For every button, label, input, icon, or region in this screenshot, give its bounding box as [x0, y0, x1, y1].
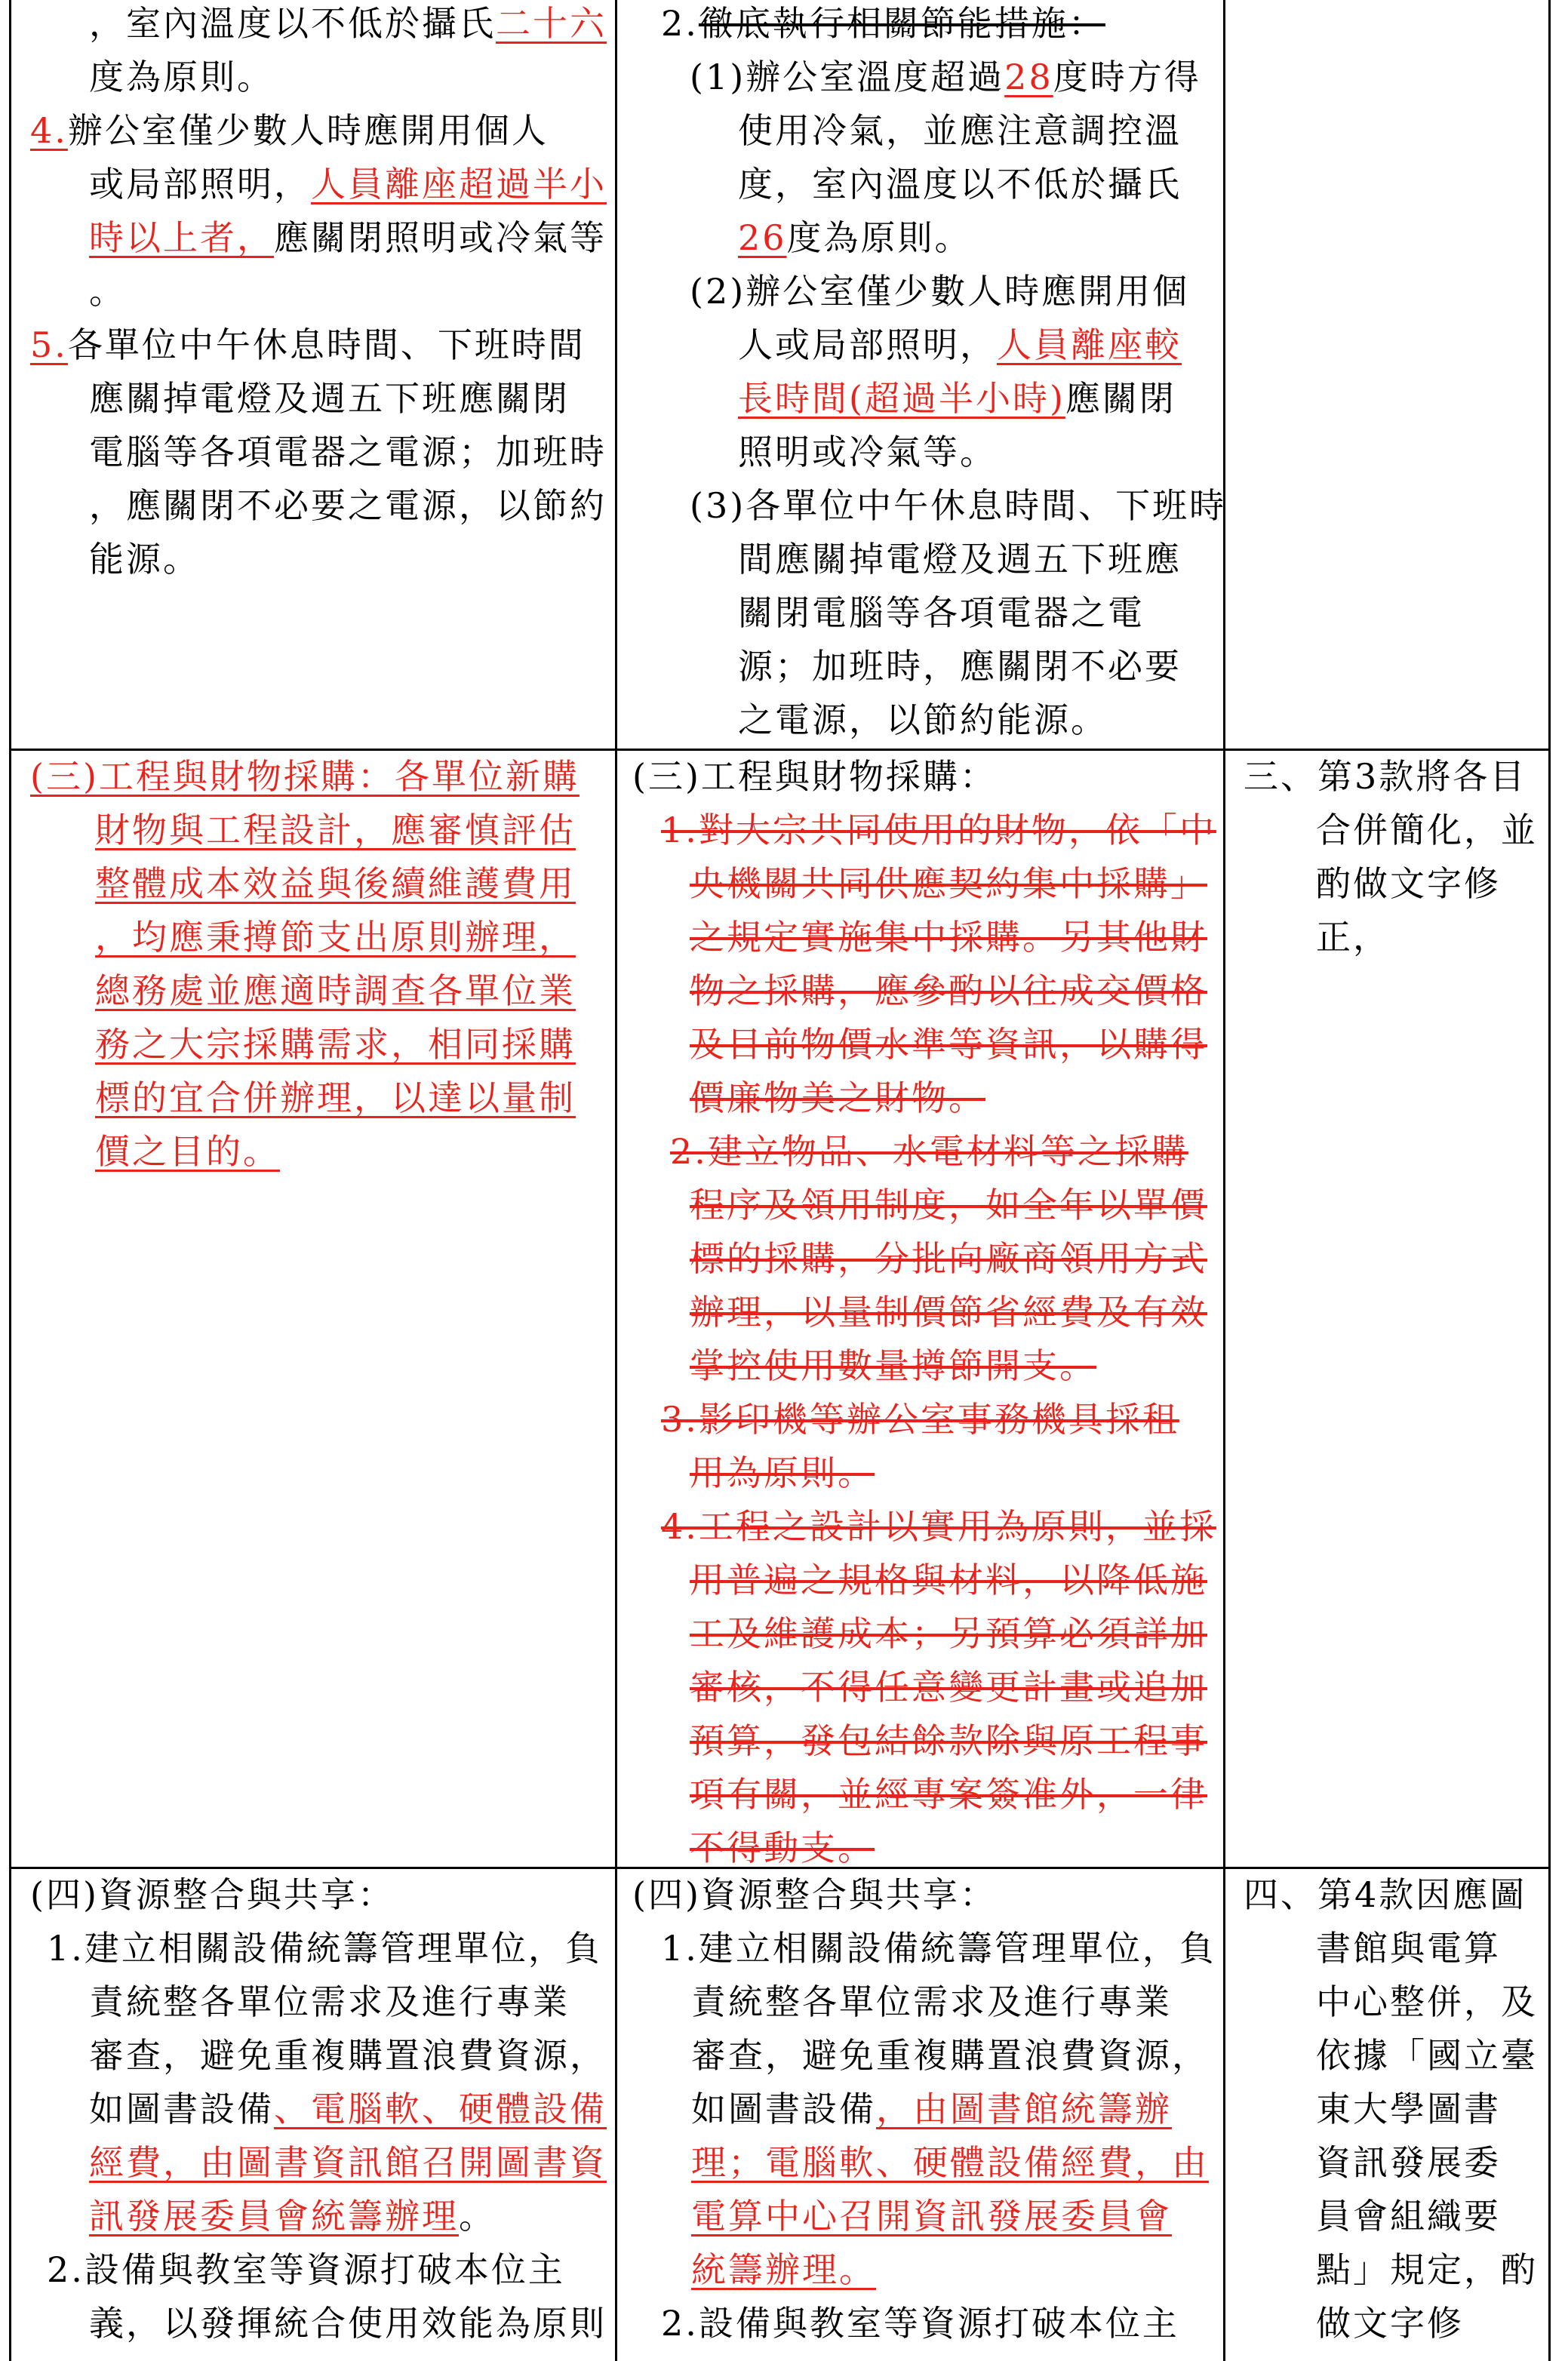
text-line: 審查，避免重複購置浪費資源，: [691, 2035, 1209, 2076]
text-line: 度為原則。: [786, 217, 972, 258]
item-number: 2.: [661, 2303, 699, 2344]
right-row3-note: [1244, 1868, 1538, 2350]
left-row2-text: [30, 750, 580, 1179]
deleted-text: 預算，發包結餘款除與原工程事: [690, 1720, 1207, 1761]
item-number: (2): [690, 271, 746, 312]
item-number: 1.: [661, 1928, 699, 1969]
note-line: 依據「國立臺: [1316, 2035, 1538, 2076]
text-line: 電腦等各項電器之電源；加班時: [89, 432, 607, 472]
item-number: 2.: [47, 2249, 85, 2290]
text-line: 源；加班時，應關閉不必要: [738, 646, 1182, 687]
text-line: 建立相關設備統籌管理單位，負: [84, 1928, 602, 1969]
deleted-text: 價廉物美之財物。: [690, 1078, 985, 1118]
deleted-text: 不得動支。: [690, 1828, 875, 1868]
text-line: 各單位中午休息時間、下班時間: [67, 324, 586, 365]
deleted-text: 用為原則。: [690, 1453, 875, 1493]
red-insertion: 28: [1004, 57, 1053, 97]
text-line: 度，室內溫度以不低於攝氏: [738, 164, 1182, 204]
red-insertion: 26: [738, 217, 787, 258]
right-row2-note: [1244, 750, 1538, 964]
red-insertion: 人員離座超過半小: [311, 164, 607, 204]
text-line: 辦公室溫度超過: [746, 57, 1005, 97]
red-insertion: 電算中心召開資訊發展委員會: [691, 2196, 1172, 2236]
text-line: 能源。: [89, 539, 200, 579]
note-line: 書館與電算: [1316, 1928, 1501, 1969]
note-line: 中心整併，及: [1316, 1981, 1538, 2022]
text-line: 設備與教室等資源打破本位主: [698, 2303, 1179, 2344]
item-number: 2.: [661, 3, 699, 44]
item-number: (3): [690, 485, 746, 526]
text-line: 應關掉電燈及週五下班應關閉: [89, 378, 570, 419]
left-row1-text: [30, 0, 607, 586]
text-line: 度時方得: [1053, 57, 1201, 97]
item-number: (1): [690, 57, 746, 97]
mid-row2-text: [632, 750, 1216, 1875]
red-insertion: 人員離座較: [997, 324, 1182, 365]
note-line: 東大學圖書: [1316, 2089, 1501, 2129]
red-insertion: 理；電腦軟、硬體設備經費，由: [691, 2142, 1209, 2183]
text-line: 。: [89, 271, 126, 312]
note-line: 員會組織要: [1316, 2196, 1501, 2236]
red-insertion: 、電腦軟、硬體設備: [274, 2089, 607, 2129]
deleted-text: 審核，不得任意變更計畫或追加: [690, 1667, 1207, 1708]
mid-row1-text: [661, 0, 1226, 747]
note-line: 三、第3款將各目: [1244, 756, 1527, 797]
text-line: 義，以發揮統合使用效能為原則: [89, 2303, 607, 2344]
text-line: 責統整各單位需求及進行專業: [691, 1981, 1172, 2022]
note-line: 合併簡化，並: [1316, 810, 1538, 850]
item-number: 4.: [30, 110, 68, 151]
text-line: 應關閉照明或冷氣等: [274, 217, 607, 258]
red-insertion: 長時間(超過半小時): [738, 378, 1065, 419]
text-line: 辦公室僅少數人時應開用個: [746, 271, 1190, 312]
deleted-text: 3.影印機等辦公室事務機具採租: [661, 1399, 1179, 1440]
red-insertion: ，由圖書館統籌辦: [876, 2089, 1172, 2129]
deleted-text: 徹底執行相關節能措施：: [698, 3, 1105, 44]
left-row3-text: [30, 1868, 607, 2350]
deleted-text: 之規定實施集中採購。另其他財: [690, 917, 1207, 958]
item-number: 5.: [30, 324, 68, 365]
note-line: 做文字修: [1316, 2303, 1464, 2344]
text-line: 責統整各單位需求及進行專業: [89, 1981, 570, 2022]
deleted-text: 2.建立物品、水電材料等之採購: [670, 1131, 1188, 1172]
deleted-text: 4.工程之設計以實用為原則，並採: [661, 1506, 1216, 1547]
deleted-text: 1.對大宗共同使用的財物，依「中: [661, 810, 1216, 850]
deleted-text: 用普遍之規格與材料，以降低施: [690, 1560, 1207, 1600]
text-line: 使用冷氣，並應注意調控溫: [738, 110, 1182, 151]
note-line: 資訊發展委: [1316, 2142, 1501, 2183]
text-line: 如圖書設備: [691, 2089, 876, 2129]
text-line: 人或局部照明，: [738, 324, 997, 365]
text-line: 應關閉: [1065, 378, 1176, 419]
red-insertion: 經費，由圖書資訊館召開圖書資: [89, 2142, 607, 2183]
deleted-text: 辦理，以量制價節省經費及有效: [690, 1292, 1207, 1333]
note-line: 四、第4款因應圖: [1244, 1874, 1527, 1915]
text-line: 照明或冷氣等。: [738, 432, 997, 472]
deleted-text: 物之採購，應參酌以往成交價格: [690, 970, 1207, 1011]
deleted-text: 工及維護成本；另預算必須詳加: [690, 1613, 1207, 1654]
deleted-text: 及目前物價水準等資訊，以購得: [690, 1024, 1207, 1065]
red-insertion: 時以上者，: [89, 217, 274, 258]
note-line: 正，: [1316, 917, 1390, 958]
deleted-text: 程序及領用制度，如全年以單價: [690, 1185, 1207, 1225]
red-insertion: 統籌辦理。: [691, 2249, 876, 2290]
red-insertion: ，均應秉撙節支出原則辦理，: [95, 917, 576, 958]
section-heading: (三)工程與財物採購：: [632, 756, 997, 797]
deleted-text: 項有關，並經專案簽准外，一律: [690, 1774, 1207, 1815]
section-heading: (四)資源整合與共享：: [30, 1874, 395, 1915]
mid-row3-text: [632, 1868, 1216, 2350]
red-insertion: 標的宜合併辦理，以達以量制: [95, 1078, 576, 1118]
text-line: 建立相關設備統籌管理單位，負: [698, 1928, 1216, 1969]
red-insertion: 總務處並應適時調查各單位業: [95, 970, 576, 1011]
red-insertion: 二十六: [496, 3, 607, 44]
table-border-left: [9, 0, 11, 2361]
text-line: 各單位中午休息時間、下班時: [746, 485, 1227, 526]
deleted-text: 掌控使用數量撙節開支。: [690, 1345, 1096, 1386]
red-insertion: 價之目的。: [95, 1131, 280, 1172]
section-heading: (四)資源整合與共享：: [632, 1874, 997, 1915]
text-line: 度為原則。: [89, 57, 274, 97]
text-line: 設備與教室等資源打破本位主: [84, 2249, 565, 2290]
item-number: 1.: [47, 1928, 85, 1969]
text-line: ，室內溫度以不低於攝氏: [89, 3, 496, 44]
note-line: 酌做文字修: [1316, 863, 1501, 904]
table-divider-1: [615, 0, 617, 2361]
text-line: ，應關閉不必要之電源，以節約: [89, 485, 607, 526]
text-line: 或局部照明，: [89, 164, 311, 204]
text-line: 審查，避免重複購置浪費資源，: [89, 2035, 607, 2076]
red-insertion: (三)工程與財物採購：各單位新購: [30, 756, 580, 797]
text-line: 間應關掉電燈及週五下班應: [738, 539, 1182, 579]
text-line: 之電源，以節約能源。: [738, 699, 1108, 740]
red-insertion: 整體成本效益與後續維護費用: [95, 863, 576, 904]
table-border-right: [1548, 0, 1551, 2361]
deleted-text: 標的採購，分批向廠商領用方式: [690, 1238, 1207, 1279]
text-line: 如圖書設備: [89, 2089, 274, 2129]
red-insertion: 訊發展委員會統籌辦理: [89, 2196, 459, 2236]
red-insertion: 務之大宗採購需求，相同採購: [95, 1024, 576, 1065]
text-line: 關閉電腦等各項電器之電: [738, 592, 1145, 633]
text-line: 辦公室僅少數人時應開用個人: [67, 110, 549, 151]
text-line: 。: [459, 2196, 496, 2236]
red-insertion: 財物與工程設計，應審慎評估: [95, 810, 576, 850]
note-line: 點」規定，酌: [1316, 2249, 1538, 2290]
deleted-text: 央機關共同供應契約集中採購」: [690, 863, 1207, 904]
